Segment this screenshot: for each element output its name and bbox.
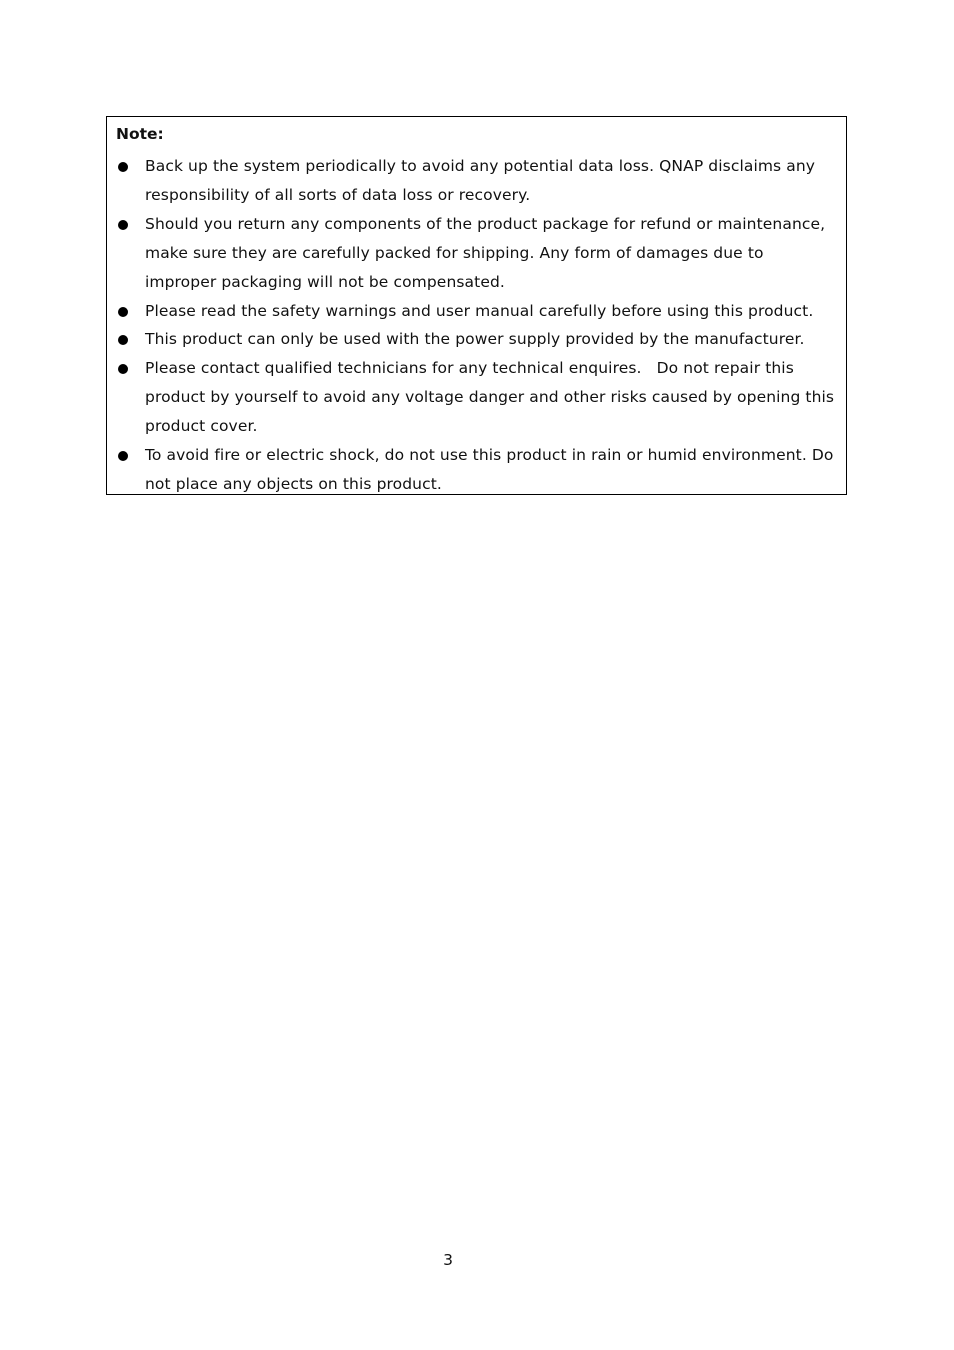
note-item-text: Please contact qualified technicians for any technical enquires. Do not repair this product by yourself to avoid any voltage danger and other risks caused by opening this product cover.	[145, 359, 840, 436]
note-item	[116, 354, 838, 441]
bullet-icon	[118, 364, 128, 374]
note-item-text: Back up the system periodically to avoid any potential data loss. QNAP disclaims any responsibility of all sorts of data loss or recovery.	[145, 157, 816, 204]
note-item-text: Should you return any components of the product package for refund or maintenance, make sure they are carefully packed for shipping. Any form of damages due to improper packaging will not be compensated.	[145, 214, 826, 291]
note-item	[116, 152, 838, 210]
note-item	[116, 210, 838, 297]
note-item	[116, 325, 838, 354]
note-title: Note:	[116, 125, 164, 143]
note-list	[116, 152, 838, 499]
note-item	[116, 297, 838, 326]
page-number: 3	[443, 1251, 453, 1269]
bullet-icon	[118, 307, 128, 317]
note-item-text: Please read the safety warnings and user manual carefully before using this product.	[145, 301, 814, 320]
bullet-icon	[118, 451, 128, 461]
note-item-text: To avoid fire or electric shock, do not use this product in rain or humid environment. Do not place any objects on this product.	[145, 446, 834, 493]
bullet-icon	[118, 220, 128, 230]
note-box	[106, 116, 847, 495]
note-item	[116, 441, 838, 499]
bullet-icon	[118, 335, 128, 345]
note-item-text: This product can only be used with the power supply provided by the manufacturer.	[145, 330, 805, 349]
bullet-icon	[118, 162, 128, 172]
